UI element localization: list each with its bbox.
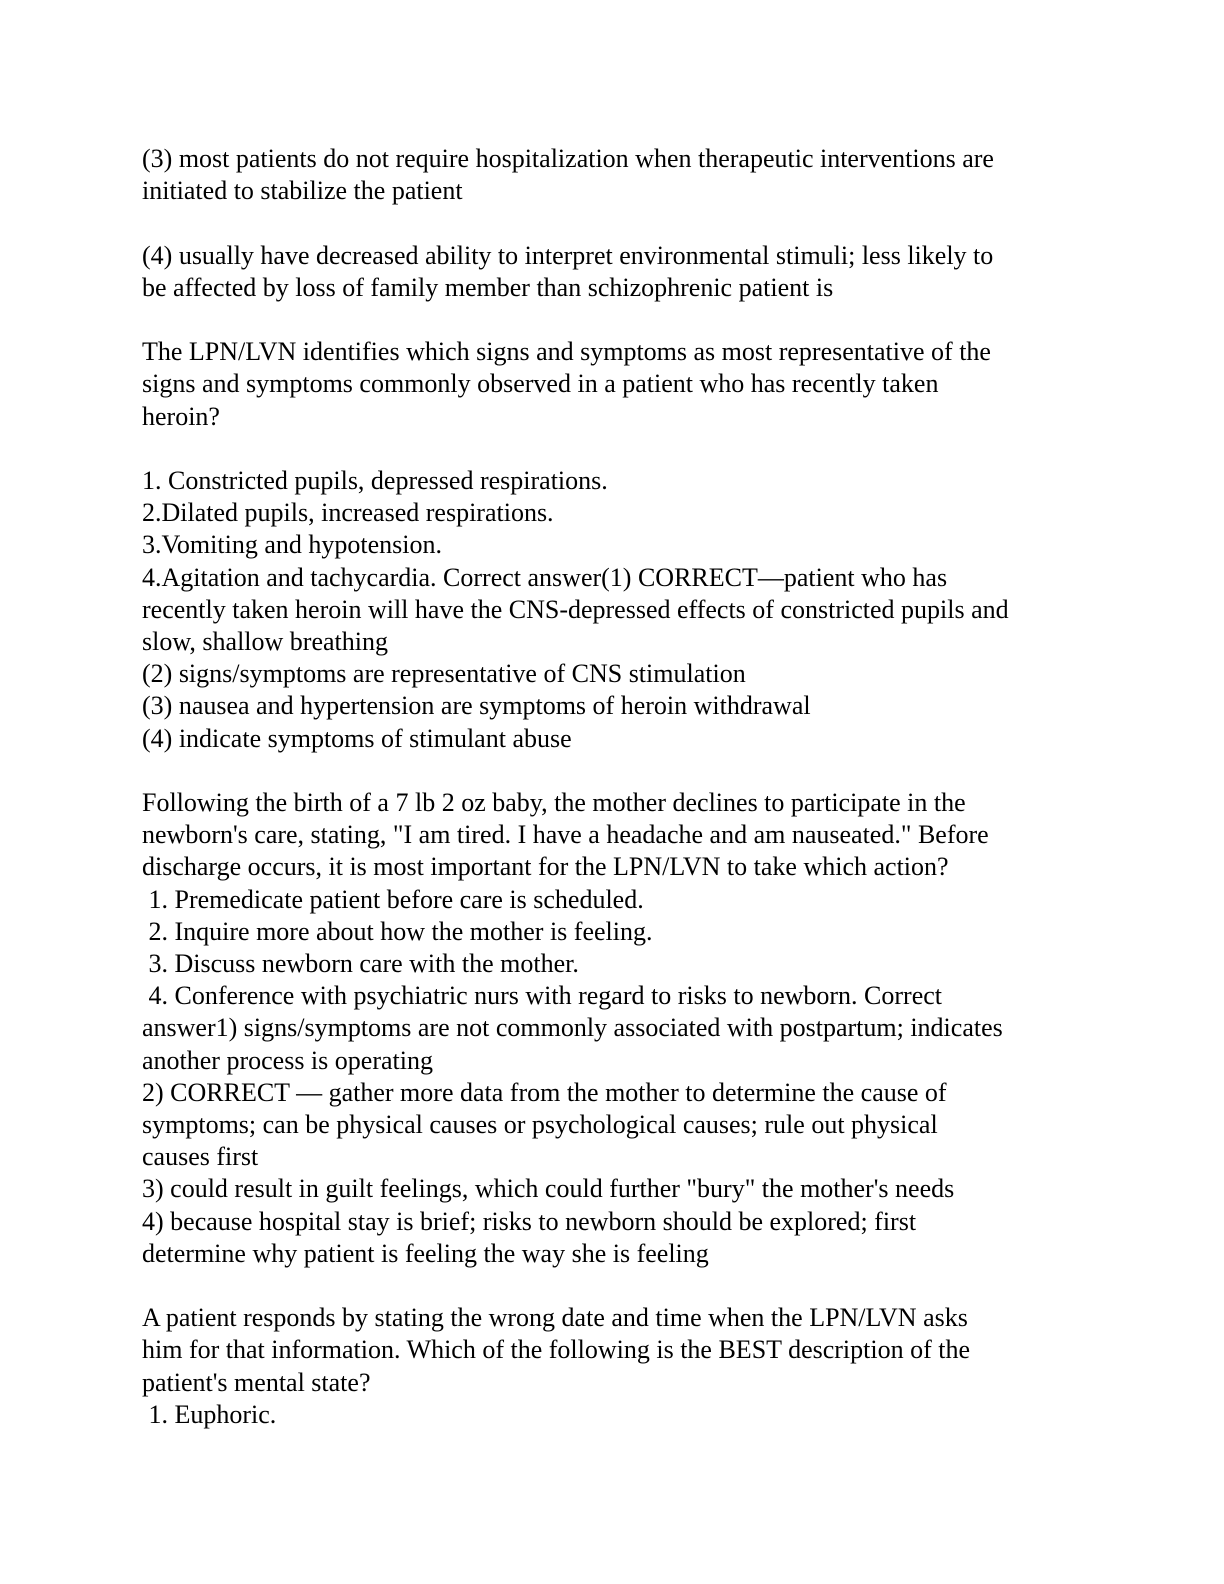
- text-line: him for that information. Which of the following is the BEST description of the: [142, 1335, 971, 1365]
- text-line: 2) CORRECT — gather more data from the mother to determine the cause of: [142, 1077, 947, 1107]
- text-line: signs and symptoms commonly observed in a patient who has recently taken: [142, 369, 939, 399]
- text-line: 4) because hospital stay is brief; risks to newborn should be explored; first: [142, 1206, 917, 1236]
- options-heroin: [142, 465, 1087, 755]
- text-line: (3) nausea and hypertension are symptoms of heroin withdrawal: [142, 691, 811, 721]
- text-line: 1. Constricted pupils, depressed respirations.: [142, 465, 608, 495]
- answer-rationale-4: [142, 240, 1087, 304]
- text-line: A patient responds by stating the wrong date and time when the LPN/LVN asks: [142, 1303, 968, 1333]
- text-line: 2. Inquire more about how the mother is feeling.: [142, 916, 653, 946]
- text-line: 4.Agitation and tachycardia. Correct answer(1) CORRECT—patient who has: [142, 562, 948, 592]
- text-line: (3) most patients do not require hospitalization when therapeutic interventions are: [142, 144, 994, 173]
- text-line: discharge occurs, it is most important for the LPN/LVN to take which action?: [142, 852, 949, 882]
- text-line: determine why patient is feeling the way she is feeling: [142, 1238, 709, 1268]
- text-line: answer1) signs/symptoms are not commonly associated with postpartum; indicates: [142, 1013, 1003, 1043]
- text-line: newborn's care, stating, "I am tired. I have a headache and am nauseated." Before: [142, 820, 989, 850]
- text-line: another process is operating: [142, 1045, 433, 1075]
- text-line: slow, shallow breathing: [142, 627, 388, 656]
- text-line: 3) could result in guilt feelings, which could further "bury" the mother's needs: [142, 1174, 955, 1204]
- text-line: initiated to stabilize the patient: [142, 176, 463, 206]
- text-line: recently taken heroin will have the CNS-depressed effects of constricted pupils and: [142, 594, 1009, 624]
- text-line: patient's mental state?: [142, 1367, 371, 1397]
- text-line: 1. Premedicate patient before care is scheduled.: [142, 884, 644, 914]
- document-page: [142, 143, 1087, 1463]
- text-line: 3.Vomiting and hypotension.: [142, 530, 442, 560]
- text-line: (4) indicate symptoms of stimulant abuse: [142, 723, 572, 753]
- text-line: (2) signs/symptoms are representative of CNS stimulation: [142, 659, 746, 689]
- text-line: 2.Dilated pupils, increased respirations.: [142, 498, 554, 528]
- text-line: causes first: [142, 1142, 259, 1172]
- text-line: Following the birth of a 7 lb 2 oz baby, the mother declines to participate in the: [142, 788, 966, 817]
- text-line: symptoms; can be physical causes or psychological causes; rule out physical: [142, 1110, 938, 1140]
- text-line: 3. Discuss newborn care with the mother.: [142, 949, 579, 979]
- text-line: be affected by loss of family member than schizophrenic patient is: [142, 272, 834, 302]
- question-heroin: [142, 336, 1087, 433]
- answer-rationale-3: [142, 143, 1087, 207]
- text-line: The LPN/LVN identifies which signs and symptoms as most representative of the: [142, 337, 991, 367]
- question-newborn: [142, 787, 1087, 1270]
- text-line: (4) usually have decreased ability to interpret environmental stimuli; less likely to: [142, 240, 994, 270]
- text-line: heroin?: [142, 401, 220, 431]
- text-line: 4. Conference with psychiatric nurs with regard to risks to newborn. Correct: [142, 981, 943, 1011]
- text-line: 1. Euphoric.: [142, 1399, 277, 1429]
- question-mental-state: [142, 1302, 1087, 1431]
